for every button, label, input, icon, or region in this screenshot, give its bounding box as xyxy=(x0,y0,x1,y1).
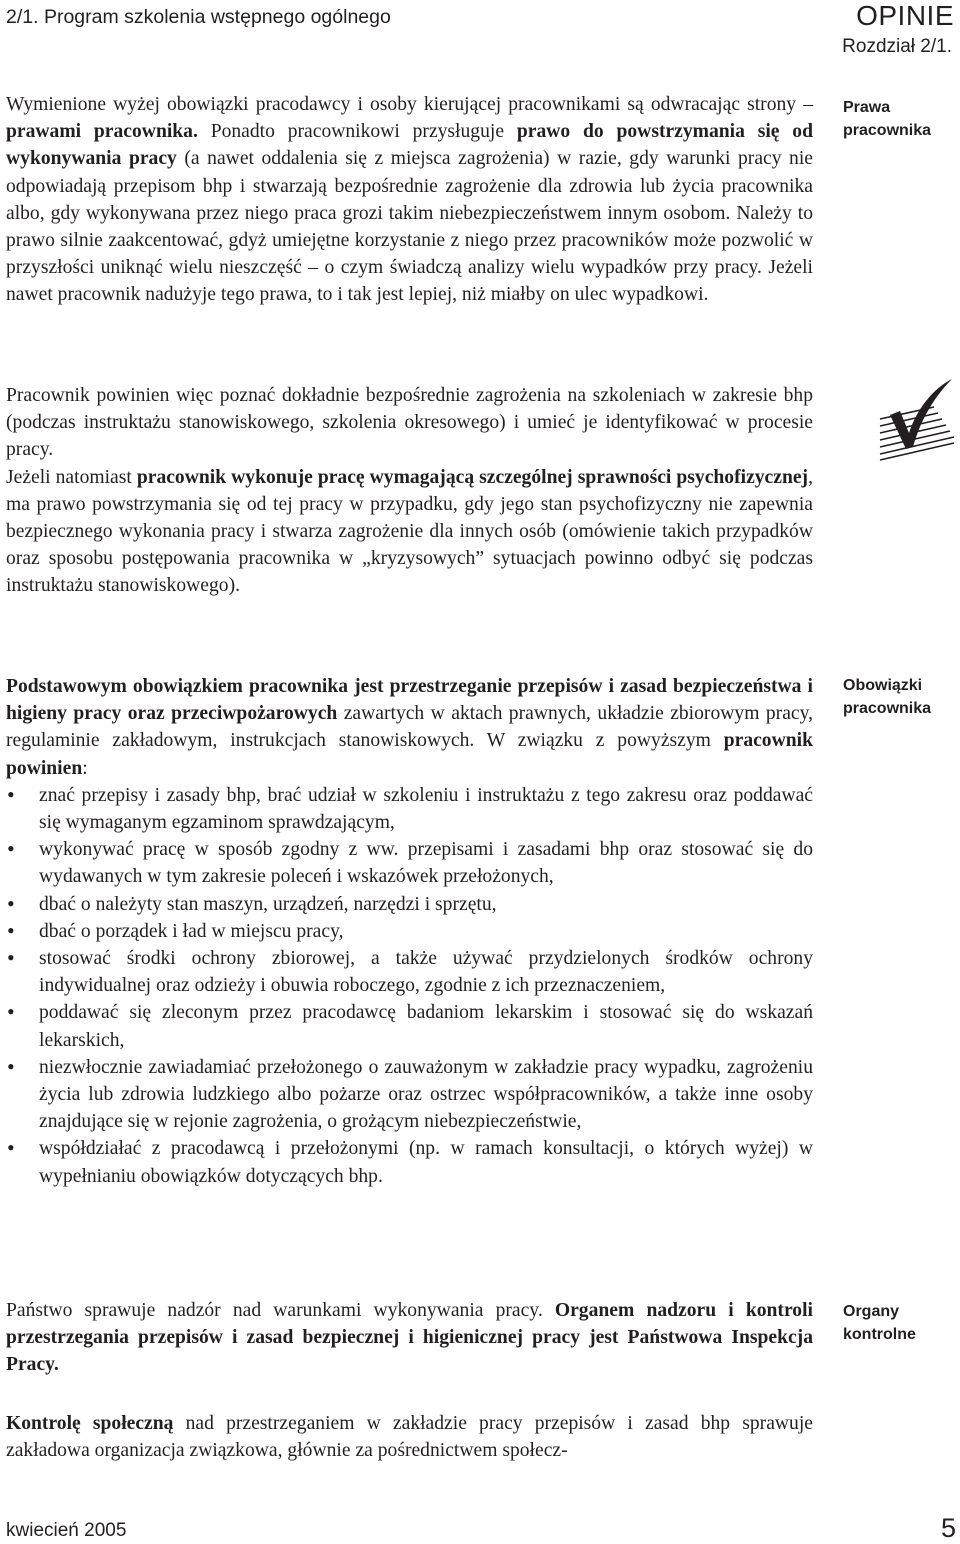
list-item: • wykonywać pracę w sposób zgodny z ww. przepisami i zasadami bhp oraz stosować się do wydawanych w tym zakresie poleceń i wskazówek przełożonych, xyxy=(6,836,813,890)
paragraph-hazard-identification: Pracownik powinien więc poznać dokładnie bezpośrednie zagrożenia na szkoleniach w zakresie bhp (podczas instruktażu stanowiskowego, szkolenia okresowego) i umieć je identyfikować w procesie pracy. xyxy=(6,385,813,461)
page-number: 5 xyxy=(940,1513,956,1543)
chapter-label: Rozdział 2/1. xyxy=(842,36,952,57)
list-item: • stosować środki ochrony zbiorowej, a także używać przydzielonych środków ochrony indywidualnej oraz odzieży i obuwia roboczego, zgodnie z ich przeznaczeniem, xyxy=(6,945,813,999)
section-social-control xyxy=(6,1410,813,1464)
paragraph-duties-intro: Podstawowym obowiązkiem pracownika jest przestrzeganie przepisów i zasad bezpieczeństwa i higieny pracy oraz przeciwpożarowych zawartych w aktach prawnych, układzie zbiorowym pracy, regulaminie zakładowym, instrukcjach stanowiskowych. W związku z powyższym pracownik powinien: xyxy=(6,676,814,779)
running-header-section: 2/1. Program szkolenia wstępnego ogólnego xyxy=(6,6,391,28)
duties-list xyxy=(6,782,813,1190)
footer-date: kwiecień 2005 xyxy=(6,1520,127,1541)
list-item: • dbać o należyty stan maszyn, urządzeń, narzędzi i sprzętu, xyxy=(6,891,813,918)
margin-note-rights: Prawa pracownika xyxy=(843,99,932,139)
margin-note-control: Organy kontrolne xyxy=(843,1303,916,1343)
section-employee-duties xyxy=(6,673,813,1190)
list-item: • dbać o porządek i ład w miejscu pracy, xyxy=(6,918,813,945)
section-supervision xyxy=(6,1297,813,1379)
paragraph-rights-intro: Wymienione wyżej obowiązki pracodawcy i osoby kierującej pracownikami są odwracając strony – prawami pracownika. Ponadto pracownikowi przysługuje prawo do powstrzymania się od wykonywania pracy (a nawet oddalenia się z miejsca zagrożenia) w razie, gdy warunki pracy nie odpowiadają przepisom bhp i stwarzają bezpośrednie zagrożenie dla zdrowia lub życia pracownika albo, gdy wykonywana przez niego praca grozi takim niebezpieczeństwem innym osobom. Należy to prawo silnie zaakcentować, gdyż umiejętne korzystanie z niego przez pracowników może pozwolić w przyszłości uniknąć wielu nieszczęść – o czym świadczą analizy wielu wypadków przy pracy. Jeżeli nawet pracownik nadużyje tego prawa, to i tak jest lepiej, niż miałby on ulec wypadkowi. xyxy=(6,94,813,306)
checkmark-document-icon xyxy=(876,377,956,462)
list-item: • znać przepisy i zasady bhp, brać udział w szkoleniu i instruktażu z tego zakresu oraz poddawać się wymaganym egzaminom sprawdzającym, xyxy=(6,782,813,836)
publisher-brand: OPINIE xyxy=(856,0,954,31)
list-item: • niezwłocznie zawiadamiać przełożonego o zauważonym w zakładzie pracy wypadku, zagrożeniu życia lub zdrowia ludzkiego albo pożarze oraz ostrzec współpracowników, a także inne osoby znajdujące się w rejonie zagrożenia, o grożącym niebezpieczeństwie, xyxy=(6,1054,813,1136)
section-hazard-identification xyxy=(6,382,813,600)
paragraph-social-control: Kontrolę społeczną nad przestrzeganiem w zakładzie pracy przepisów i zasad bhp sprawuje zakładowa organizacja związkowa, głównie za pośrednictwem społecz- xyxy=(6,1413,813,1462)
paragraph-state-supervision: Państwo sprawuje nadzór nad warunkami wykonywania pracy. Organem nadzoru i kontroli przestrzegania przepisów i zasad bezpiecznej i higienicznej pracy jest Państwowa Inspekcja Pracy. xyxy=(6,1300,813,1376)
margin-note-duties: Obowiązki pracownika xyxy=(843,677,932,717)
list-item: • współdziałać z pracodawcą i przełożonymi (np. w ramach konsultacji, o których wyżej) w wypełnianiu obowiązków dotyczących bhp. xyxy=(6,1135,813,1189)
list-item: • poddawać się zleconym przez pracodawcę badaniom lekarskim i stosować się do wskazań lekarskich, xyxy=(6,999,813,1053)
paragraph-psychophysical: Jeżeli natomiast pracownik wykonuje pracę wymagającą szczególnej sprawności psychofizycznej, ma prawo powstrzymania się od tej pracy w przypadku, gdy jego stan psychofizyczny nie zapewnia bezpiecznego wykonania pracy i stwarza zagrożenie dla innych osób (omówienie takich przypadków oraz sposobu postępowania pracownika w „kryzysowych” sytuacjach powinno odbyć się podczas instruktażu stanowiskowego). xyxy=(6,466,813,597)
section-employee-rights xyxy=(6,91,813,309)
